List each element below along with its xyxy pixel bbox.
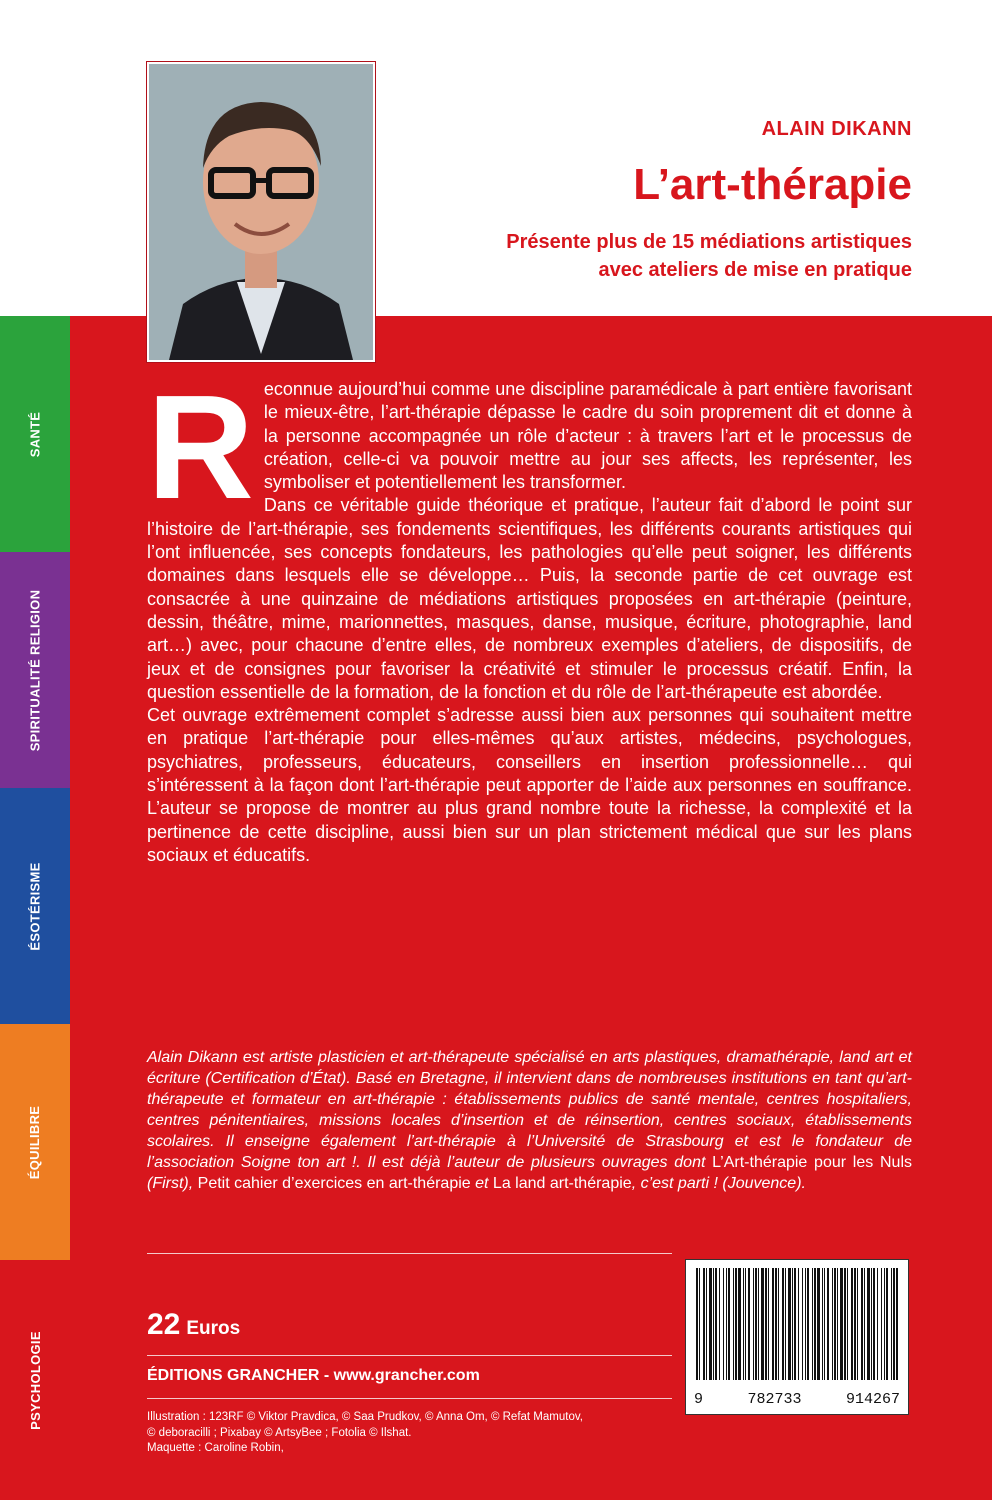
barcode-bar	[832, 1268, 833, 1380]
barcode-bar	[715, 1268, 717, 1380]
category-label: SANTÉ	[27, 411, 43, 457]
book-reference: Petit cahier d’exercices en art-thérapie	[197, 1175, 471, 1192]
barcode-bar	[844, 1268, 846, 1380]
barcode-bar	[753, 1268, 754, 1380]
barcode-bar	[834, 1268, 836, 1380]
portrait-illustration	[149, 64, 373, 360]
barcode-bar	[886, 1268, 888, 1380]
barcode-bar	[782, 1268, 784, 1380]
barcode-bar	[755, 1268, 757, 1380]
book-reference: La land art-thérapie	[492, 1175, 632, 1192]
barcode-bar	[706, 1268, 707, 1380]
paragraph-text: econnue aujourd’hui comme une discipline paramédicale à part entière favorisant le mieux-être, l’art-thérapie dépasse le cadre du soin proprement dit et donne à la personne accompagnée un rôle d’acteur : à travers l’art et le processus de création, celle-ci va pouvoir mettre au jour ses affects, les représenter, les symboliser et potentiellement les transformer.	[263, 379, 912, 493]
barcode-bar	[805, 1268, 806, 1380]
subtitle-line: Présente plus de 15 médiations artistiques	[506, 231, 912, 253]
barcode-bar	[761, 1268, 764, 1380]
barcode-bar	[792, 1268, 793, 1380]
category-label: ÉSOTÉRISME	[27, 861, 43, 951]
divider	[147, 1253, 672, 1254]
price-currency: Euros	[186, 1318, 241, 1339]
barcode-bar	[824, 1268, 825, 1380]
subtitle-line: avec ateliers de mise en pratique	[598, 259, 912, 281]
category-label: ÉQUILIBRE	[27, 1105, 43, 1179]
barcode-bar	[748, 1268, 750, 1380]
author-biography	[147, 1047, 912, 1194]
book-subtitle	[506, 228, 912, 284]
isbn-barcode	[685, 1259, 909, 1415]
barcode-bar	[854, 1268, 856, 1380]
credit-line: Maquette : Caroline Robin,	[147, 1442, 284, 1454]
barcode-bar	[807, 1268, 809, 1380]
category-band-spiritualite	[0, 552, 70, 788]
barcode-bar	[812, 1268, 813, 1380]
price-amount: 22	[147, 1308, 181, 1341]
category-label: PSYCHOLOGIE	[27, 1330, 43, 1430]
credit-line: © deboracilli ; Pixabay © ArtsyBee ; Fotolia © Ilshat.	[147, 1426, 412, 1439]
barcode-bar	[871, 1268, 872, 1380]
barcode-bar	[723, 1268, 724, 1380]
barcode-bar	[822, 1268, 823, 1380]
barcode-bar	[778, 1268, 779, 1380]
bio-text: Alain Dikann est artiste plasticien et art-thérapeute spécialisé en arts plastiques, dramathérapie, land art et écriture (Certification d’État). Basé en Bretagne, il intervient dans de nombreuses institutions en tant qu’art-thérapeute et formateur en art-thérapie : établissements publics de santé mentale, centres hospitaliers, centres pénitentiaires, missions locales d’insertion et de réinsertion, centres sociaux, établissements scolaires. Il enseigne également l’art-thérapie à l’Université de Strasbourg et est le fondateur de l’association Soigne ton art !. Il est déjà l’auteur de plusieurs ouvrages dont	[147, 1049, 912, 1171]
description-paragraph: Cet ouvrage extrêmement complet s’adresse aussi bien aux personnes qui souhaitent mettre en pratique l’art-thérapie pour elles-mêmes qu’aux artistes, médecins, psychologues, psychiatres, professeurs, éducateurs, conseillers en insertion professionnelle… qui s’intéressent à la façon dont l’art-thérapie peut apporter de l’aide aux personnes en souffrance. L’auteur se propose de montrer au plus grand nombre toute la richesse, la complexité et la pertinence de cette discipline, aussi bien sur un plan strictement médical que sur les plans sociaux et éducatifs.	[147, 705, 912, 865]
barcode-bar	[794, 1268, 796, 1380]
bio-text: et	[470, 1175, 493, 1192]
barcode-bar	[733, 1268, 734, 1380]
book-reference: L’Art-thérapie pour les Nuls	[712, 1154, 912, 1171]
barcode-bar	[891, 1268, 892, 1380]
author-portrait	[147, 62, 375, 362]
barcode-bar	[896, 1268, 898, 1380]
description-paragraph	[147, 365, 912, 530]
barcode-bar	[703, 1268, 705, 1380]
barcode-bar	[696, 1268, 698, 1380]
barcode-bar	[758, 1268, 759, 1380]
barcode-bar	[827, 1268, 829, 1380]
category-spine	[0, 316, 70, 1500]
credit-line: Illustration : 123RF © Viktor Pravdica, © Saa Prudkov, © Anna Om, © Refat Mamutov,	[147, 1411, 583, 1423]
divider	[147, 1355, 672, 1356]
barcode-bar	[893, 1268, 895, 1380]
barcode-bar	[851, 1268, 853, 1380]
barcode-bar	[709, 1268, 712, 1380]
barcode-bar	[788, 1268, 791, 1380]
barcode-digit-group: 914267	[845, 1391, 900, 1408]
barcode-bar	[768, 1268, 769, 1380]
category-band-sante	[0, 316, 70, 552]
barcode-bar	[864, 1268, 865, 1380]
barcode-bar	[847, 1268, 848, 1380]
barcode-bar	[738, 1268, 741, 1380]
barcode-bar	[726, 1268, 727, 1380]
barcode-bar	[881, 1268, 882, 1380]
barcode-bar	[857, 1268, 858, 1380]
barcode-bar	[877, 1268, 878, 1380]
barcode-bar	[785, 1268, 786, 1380]
description-paragraph: Dans ce véritable guide théorique et pratique, l’auteur fait d’abord le point sur l’histoire de l’art-thérapie, ses fondements scientifiques, les différents courants artistiques qui l’ont influencée, ses concepts fondateurs, les pathologies qu’elle peut soigner, les différents domaines dans lesquels elle se développe… Puis, la seconde partie de cet ouvrage est consacrée à une quinzaine de médiations artistiques proposées en art-thérapie (peinture, dessin, théâtre, mime, marionnettes, masques, danse, musique, écriture, photographie, land art…) avec, pour chacune d’entre elles, de nombreux exemples d’ateliers, de dispositifs, de jeux et de consignes pour favoriser la créativité et stimuler le processus créatif. Enfin, la question essentielle de la formation, de la fonction et du rôle de l’art-thérapeute est abordée.	[147, 495, 912, 702]
category-band-psychologie	[0, 1260, 70, 1500]
barcode-bar	[775, 1268, 777, 1380]
barcode-bar	[745, 1268, 746, 1380]
barcode-bar	[837, 1268, 838, 1380]
barcode-bar	[735, 1268, 737, 1380]
barcode-bar	[743, 1268, 744, 1380]
barcode-bar	[814, 1268, 816, 1380]
barcode-bar	[798, 1268, 799, 1380]
barcode-bar	[765, 1268, 767, 1380]
barcode-bars	[696, 1268, 898, 1380]
book-title: L’art-thérapie	[633, 160, 912, 209]
barcode-bar	[873, 1268, 875, 1380]
barcode-bar	[699, 1268, 700, 1380]
barcode-bar	[728, 1268, 730, 1380]
category-label: SPIRITUALITÉ RELIGION	[27, 589, 43, 751]
divider	[147, 1398, 672, 1399]
publisher: ÉDITIONS GRANCHER - www.grancher.com	[147, 1367, 480, 1384]
barcode-bar	[713, 1268, 714, 1380]
barcode-digit-group: 782733	[747, 1391, 802, 1408]
category-band-esoterisme	[0, 788, 70, 1024]
barcode-digit-group: 9	[694, 1391, 704, 1408]
barcode-digits	[694, 1391, 900, 1408]
barcode-bar	[719, 1268, 720, 1380]
barcode-bar	[867, 1268, 870, 1380]
price	[147, 1308, 240, 1342]
barcode-bar	[772, 1268, 774, 1380]
drop-cap: R	[147, 365, 254, 530]
category-band-equilibre	[0, 1024, 70, 1260]
bio-text: (First),	[147, 1175, 198, 1192]
barcode-bar	[861, 1268, 863, 1380]
barcode-bar	[817, 1268, 820, 1380]
image-credits	[147, 1410, 667, 1457]
barcode-bar	[840, 1268, 843, 1380]
author-name: ALAIN DIKANN	[761, 118, 912, 140]
barcode-bar	[884, 1268, 885, 1380]
back-cover-description	[147, 365, 912, 867]
barcode-bar	[802, 1268, 803, 1380]
bio-text: , c’est parti ! (Jouvence).	[631, 1175, 806, 1192]
